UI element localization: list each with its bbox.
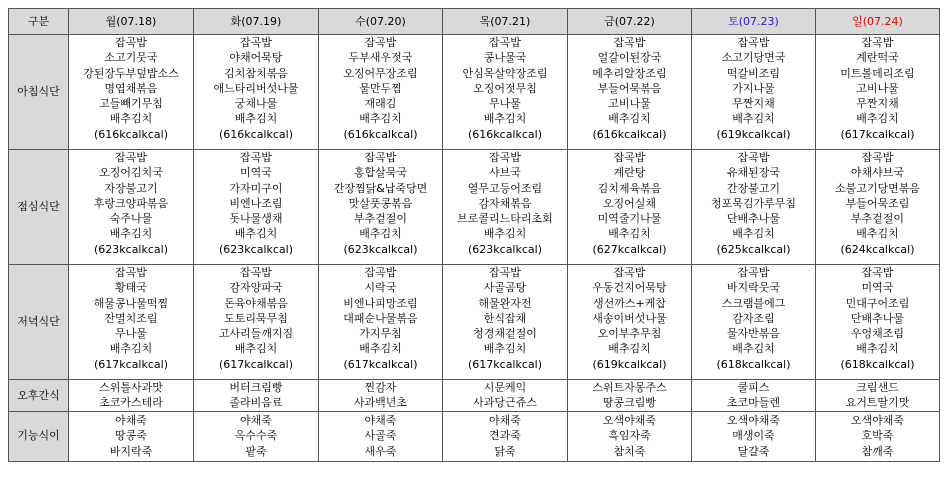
menu-cell [69, 411, 194, 461]
menu-cell [816, 411, 940, 461]
menu-item: 강된장두부덮밥소스 [83, 66, 179, 80]
menu-item: 배추김치 [732, 342, 775, 356]
row-label: 기능식이 [9, 411, 69, 461]
header-row [9, 9, 940, 35]
menu-item: 고비나물 [856, 81, 899, 95]
menu-item: 민대구어조림 [845, 296, 910, 310]
menu-item: 배추김치 [109, 227, 153, 241]
menu-item: 배추김치 [608, 227, 651, 241]
meal-row-lunch [9, 150, 940, 265]
menu-cell [69, 35, 194, 150]
calorie-text: (616kcalkcal) [218, 127, 293, 141]
menu-item: 도토리묵무침 [224, 311, 288, 325]
menu-item: 청포묵김가루무침 [710, 196, 796, 210]
menu-cell [69, 265, 194, 380]
menu-cell [443, 35, 568, 150]
meal-row-dinner [9, 265, 940, 380]
menu-cell [816, 35, 940, 150]
menu-item: 부추겉절이 [850, 212, 905, 226]
menu-item: 잡곡밥 [364, 266, 397, 279]
menu-item: 배추김치 [109, 342, 153, 356]
menu-item: 소불고기당면볶음 [834, 181, 920, 195]
menu-item: 참치죽 [613, 444, 646, 458]
menu-cell [443, 150, 568, 265]
menu-item: 잡곡밥 [737, 151, 770, 164]
menu-item: 배추김치 [608, 342, 651, 356]
menu-item: 사과당근쥬스 [473, 396, 537, 410]
menu-item: 자장불고기 [104, 181, 158, 195]
day-header-fri: 금(07.22) [568, 9, 692, 35]
meal-row-special-diet [9, 411, 940, 461]
menu-item: 땅콩죽 [115, 429, 147, 443]
menu-cell [194, 411, 319, 461]
menu-item: 땅콩크림빵 [602, 396, 657, 410]
menu-item: 사골죽 [364, 429, 397, 443]
menu-cell [194, 380, 319, 412]
menu-item: 샤브국 [489, 166, 521, 180]
menu-item: 크림샌드 [856, 381, 899, 394]
menu-item: 배추김치 [109, 112, 153, 126]
menu-item: 메추리알장조림 [592, 66, 667, 80]
day-header-mon: 월(07.18) [69, 9, 194, 35]
menu-item: 가지나물 [732, 81, 775, 95]
menu-item: 배추김치 [856, 227, 899, 241]
menu-item: 감자조림 [732, 311, 775, 325]
calorie-text: (616kcalkcal) [592, 127, 667, 141]
menu-item: 물자반볶음 [726, 327, 781, 341]
menu-item: 열무고등어조림 [467, 181, 543, 195]
menu-cell [69, 150, 194, 265]
menu-item: 새우죽 [364, 444, 397, 458]
menu-cell [443, 265, 568, 380]
menu-item: 시문케익 [483, 381, 527, 394]
category-header: 구분 [9, 9, 69, 35]
menu-item: 찐감자 [364, 381, 397, 394]
calorie-text: (623kcalkcal) [93, 242, 168, 256]
menu-cell [319, 411, 443, 461]
menu-item: 무나물 [115, 327, 147, 341]
menu-item: 명엽채볶음 [104, 81, 158, 95]
day-header-wed: 수(07.20) [319, 9, 443, 35]
menu-item: 야채죽 [240, 414, 272, 428]
menu-item: 오색야채죽 [726, 414, 781, 428]
calorie-text: (617kcalkcal) [467, 357, 542, 371]
menu-item: 매생이죽 [732, 429, 775, 443]
menu-item: 오색야채죽 [602, 414, 657, 428]
menu-item: 우동건지어묵탕 [592, 281, 667, 295]
menu-item: 오징어김치국 [99, 166, 163, 180]
menu-item: 새송이버섯나물 [592, 311, 667, 325]
menu-item: 청경채겉절이 [473, 327, 537, 341]
menu-item: 콩나물국 [483, 51, 527, 65]
menu-item: 돈육야채볶음 [224, 296, 288, 310]
menu-item: 홍합살묵국 [353, 166, 408, 180]
menu-item: 간장찜닭&납죽당면 [333, 181, 428, 195]
menu-item: 요거트딸기맛 [845, 396, 910, 410]
menu-item: 시락국 [364, 281, 397, 295]
menu-item: 미트볼데리조림 [840, 66, 915, 80]
menu-item: 스위틀사과맛 [99, 381, 163, 394]
menu-item: 잡곡밥 [861, 266, 894, 279]
menu-cell [568, 150, 692, 265]
menu-item: 단배추나물 [850, 311, 905, 325]
meal-row-breakfast [9, 35, 940, 150]
menu-item: 돗나물생채 [229, 212, 283, 226]
menu-cell [69, 380, 194, 412]
menu-cell [194, 265, 319, 380]
menu-item: 미역줄기나물 [597, 212, 662, 226]
menu-item: 달걀죽 [737, 444, 770, 458]
menu-item: 미역국 [240, 166, 272, 180]
menu-item: 초코마들렌 [726, 396, 781, 410]
menu-item: 사과백년초 [353, 396, 408, 410]
menu-item: 오색야채죽 [850, 414, 905, 428]
menu-cell [692, 150, 816, 265]
menu-item: 스위트자몽주스 [592, 381, 667, 394]
menu-item: 야채죽 [489, 414, 521, 428]
calorie-text: (617kcalkcal) [840, 127, 915, 141]
menu-item: 잡곡밥 [115, 266, 147, 279]
menu-item: 야채죽 [364, 414, 397, 428]
menu-item: 비엔나조림 [229, 196, 283, 210]
menu-item: 배추김치 [234, 227, 278, 241]
menu-item: 두부새우젓국 [348, 51, 413, 65]
calorie-text: (617kcalkcal) [218, 357, 293, 371]
menu-cell [568, 380, 692, 412]
menu-item: 흑임자죽 [608, 429, 651, 443]
menu-item: 잡곡밥 [613, 36, 646, 49]
menu-item: 맛살풋콩볶음 [348, 196, 413, 210]
menu-item: 숙주나물 [109, 212, 153, 226]
menu-cell [692, 411, 816, 461]
menu-cell [443, 380, 568, 412]
menu-cell [319, 35, 443, 150]
menu-cell [692, 35, 816, 150]
menu-item: 간장불고기 [726, 181, 781, 195]
calorie-text: (618kcalkcal) [716, 357, 791, 371]
menu-item: 잡곡밥 [737, 266, 770, 279]
menu-cell [568, 35, 692, 150]
menu-item: 배추김치 [359, 112, 402, 126]
menu-item: 쿨피스 [737, 381, 770, 394]
menu-item: 계란탕 [613, 166, 646, 180]
menu-cell [692, 265, 816, 380]
menu-item: 배추김치 [483, 227, 527, 241]
menu-item: 닭죽 [494, 444, 516, 458]
calorie-text: (619kcalkcal) [592, 357, 667, 371]
row-label: 저녁식단 [9, 265, 69, 380]
calorie-text: (623kcalkcal) [467, 242, 542, 256]
menu-item: 오징어실채 [602, 196, 657, 210]
menu-item: 야채어묵탕 [229, 51, 283, 65]
day-header-sat: 토(07.23) [692, 9, 816, 35]
menu-item: 배추김치 [234, 342, 278, 356]
menu-item: 우엉채조림 [850, 327, 905, 341]
menu-item: 단배추나물 [726, 212, 781, 226]
menu-item: 잡곡밥 [489, 266, 521, 279]
menu-item: 옥수수죽 [234, 429, 278, 443]
row-label: 점심식단 [9, 150, 69, 265]
day-header-thu: 목(07.21) [443, 9, 568, 35]
menu-item: 사골곰탕 [483, 281, 527, 295]
menu-cell [816, 265, 940, 380]
menu-item: 잡곡밥 [861, 151, 894, 164]
calorie-text: (618kcalkcal) [840, 357, 915, 371]
menu-cell [443, 411, 568, 461]
menu-item: 잡곡밥 [861, 36, 894, 49]
menu-item: 배추김치 [732, 227, 775, 241]
menu-item: 떡갈비조림 [726, 66, 781, 80]
menu-item: 가자미구이 [229, 181, 283, 195]
menu-cell [816, 150, 940, 265]
menu-item: 초코카스테라 [99, 396, 163, 410]
menu-item: 견과죽 [489, 429, 521, 443]
menu-cell [568, 411, 692, 461]
calorie-text: (617kcalkcal) [93, 357, 168, 371]
menu-cell [194, 150, 319, 265]
menu-cell [319, 265, 443, 380]
calorie-text: (623kcalkcal) [218, 242, 293, 256]
day-header-sun: 일(07.24) [816, 9, 940, 35]
menu-item: 브로콜리느타리초회 [457, 212, 553, 226]
menu-item: 가지무침 [359, 327, 402, 341]
menu-cell [816, 380, 940, 412]
calorie-text: (627kcalkcal) [592, 242, 667, 256]
menu-item: 오징어무장조림 [343, 66, 418, 80]
menu-item: 김치참치볶음 [224, 66, 288, 80]
menu-item: 후랑크양파볶음 [93, 196, 169, 210]
menu-item: 무짠지채 [856, 97, 899, 111]
menu-item: 바지락죽 [109, 444, 153, 458]
menu-item: 부추겉절이 [353, 212, 408, 226]
menu-item: 바지락뭇국 [726, 281, 781, 295]
menu-item: 잡곡밥 [240, 36, 272, 49]
calorie-text: (616kcalkcal) [467, 127, 542, 141]
menu-item: 비엔나피망조림 [343, 296, 418, 310]
menu-item: 소고기뭇국 [104, 51, 158, 65]
menu-item: 한식잡채 [483, 311, 527, 325]
menu-item: 야채샤브국 [850, 166, 905, 180]
menu-item: 배추김치 [359, 342, 402, 356]
calorie-text: (617kcalkcal) [343, 357, 418, 371]
menu-item: 부들어묵볶음 [597, 81, 662, 95]
menu-item: 애느타리버섯나물 [213, 81, 299, 95]
menu-item: 잔멸치조림 [104, 311, 158, 325]
menu-item: 얼갈이된장국 [597, 51, 662, 65]
calorie-text: (619kcalkcal) [716, 127, 791, 141]
menu-item: 졸라비음료 [229, 396, 283, 410]
menu-cell [194, 35, 319, 150]
menu-item: 소고기당면국 [721, 51, 786, 65]
calorie-text: (616kcalkcal) [93, 127, 168, 141]
menu-cell [319, 380, 443, 412]
menu-item: 부들어묵조림 [845, 196, 910, 210]
menu-item: 무나물 [489, 97, 521, 111]
menu-item: 잡곡밥 [115, 151, 147, 164]
menu-item: 미역국 [861, 281, 894, 295]
menu-item: 황태국 [115, 281, 147, 295]
menu-cell [692, 380, 816, 412]
calorie-text: (624kcalkcal) [840, 242, 915, 256]
menu-item: 재래김 [364, 97, 397, 111]
calorie-text: (625kcalkcal) [716, 242, 791, 256]
menu-item: 배추김치 [483, 342, 527, 356]
menu-item: 물만두찜 [359, 81, 402, 95]
menu-item: 배추김치 [483, 112, 527, 126]
menu-cell [319, 150, 443, 265]
menu-item: 배추김치 [234, 112, 278, 126]
calorie-text: (623kcalkcal) [343, 242, 418, 256]
menu-item: 생선까스+케찹 [593, 296, 666, 310]
row-label: 오후간식 [9, 380, 69, 412]
menu-item: 잡곡밥 [115, 36, 147, 49]
menu-item: 고사리들깨지짐 [218, 327, 294, 341]
day-header-tue: 화(07.19) [194, 9, 319, 35]
menu-item: 김치제육볶음 [597, 181, 662, 195]
menu-item: 계란떡국 [856, 51, 899, 65]
menu-item: 팥죽 [245, 444, 267, 458]
menu-item: 야채죽 [115, 414, 147, 428]
menu-item: 잡곡밥 [240, 266, 272, 279]
menu-item: 안심목살약장조림 [462, 66, 548, 80]
menu-item: 해물콩나물떡찜 [93, 296, 169, 310]
menu-item: 잡곡밥 [489, 151, 521, 164]
menu-item: 잡곡밥 [364, 151, 397, 164]
menu-item: 배추김치 [856, 342, 899, 356]
menu-item: 잡곡밥 [613, 266, 646, 279]
row-label: 아침식단 [9, 35, 69, 150]
menu-item: 오이부추무침 [597, 327, 662, 341]
menu-item: 배추김치 [856, 112, 899, 126]
menu-item: 버터크림빵 [229, 381, 283, 394]
menu-item: 고들빼기무침 [99, 97, 163, 111]
menu-item: 오징어젓무침 [473, 81, 537, 95]
menu-item: 감자채볶음 [478, 196, 532, 210]
menu-item: 배추김치 [608, 112, 651, 126]
calorie-text: (616kcalkcal) [343, 127, 418, 141]
menu-item: 유채된장국 [726, 166, 781, 180]
menu-item: 고비나물 [608, 97, 651, 111]
menu-item: 잡곡밥 [489, 36, 521, 49]
menu-item: 해물완자전 [478, 296, 532, 310]
menu-item: 스크램블에그 [721, 296, 786, 310]
weekly-meal-table [8, 8, 940, 462]
menu-item: 잡곡밥 [737, 36, 770, 49]
menu-item: 배추김치 [359, 227, 402, 241]
menu-item: 잡곡밥 [364, 36, 397, 49]
meal-row-snack [9, 380, 940, 412]
menu-body [9, 35, 940, 462]
menu-item: 잡곡밥 [613, 151, 646, 164]
menu-item: 감자양파국 [229, 281, 283, 295]
menu-cell [568, 265, 692, 380]
menu-item: 잡곡밥 [240, 151, 272, 164]
menu-item: 무짠지채 [732, 97, 775, 111]
menu-item: 궁채나물 [234, 97, 278, 111]
menu-item: 배추김치 [732, 112, 775, 126]
menu-item: 호박죽 [861, 429, 894, 443]
menu-item: 대패순나물볶음 [343, 311, 418, 325]
menu-item: 참깨죽 [861, 444, 894, 458]
